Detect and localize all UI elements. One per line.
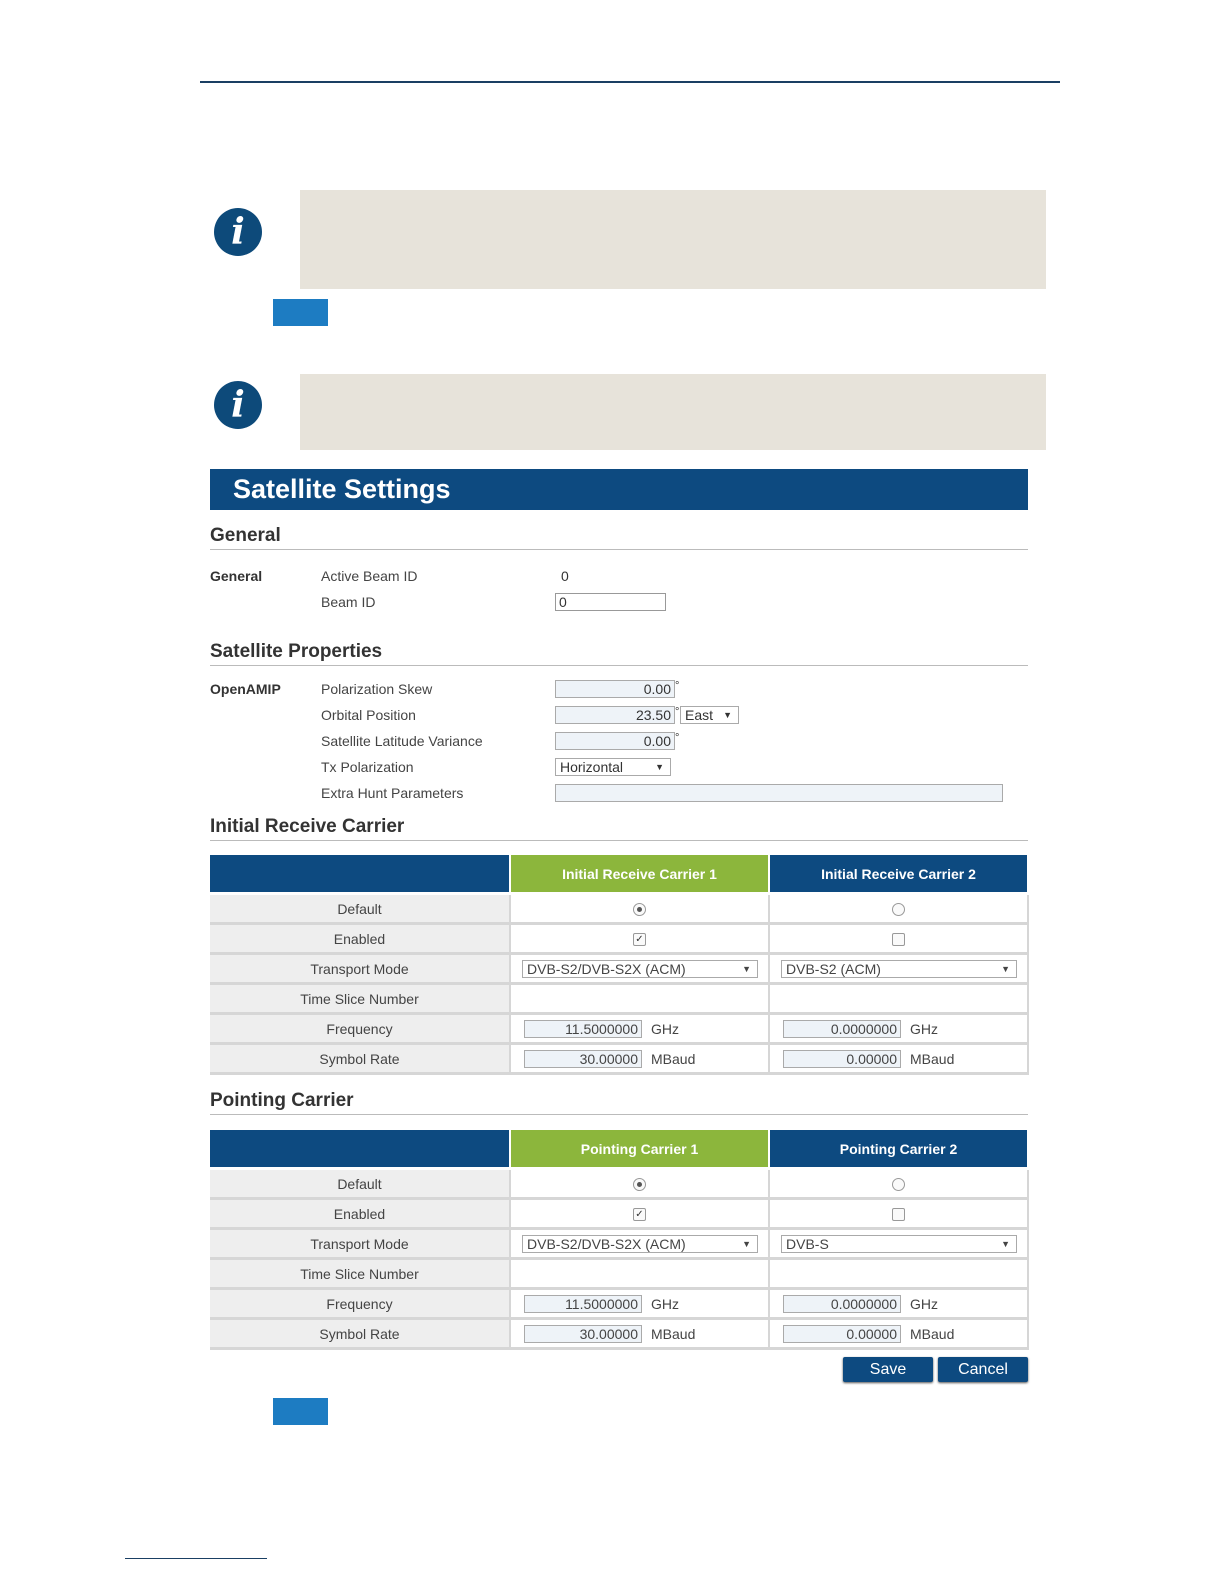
column-header: Initial Receive Carrier 1 bbox=[510, 855, 769, 894]
symbol-rate-input[interactable]: 0.00000 bbox=[783, 1050, 901, 1068]
row-label: Frequency bbox=[210, 1014, 510, 1044]
enabled-checkbox[interactable] bbox=[892, 1208, 905, 1221]
group-label-openamip: OpenAMIP bbox=[210, 681, 281, 697]
info-icon: i bbox=[214, 381, 262, 429]
table-row bbox=[210, 1199, 1028, 1229]
orbital-position-input[interactable]: 23.50 bbox=[555, 706, 675, 724]
cancel-button[interactable]: Cancel bbox=[938, 1357, 1028, 1382]
extra-hunt-label: Extra Hunt Parameters bbox=[321, 785, 464, 801]
initial-receive-carrier-table bbox=[210, 855, 1029, 1075]
row-label: Transport Mode bbox=[210, 1229, 510, 1259]
extra-hunt-input[interactable] bbox=[555, 784, 1003, 802]
section-pointing-carrier: Pointing Carrier bbox=[210, 1090, 1028, 1115]
transport-mode-select[interactable] bbox=[781, 960, 1017, 978]
header-blank bbox=[210, 855, 510, 894]
time-slice-cell bbox=[769, 984, 1028, 1014]
section-satellite-properties: Satellite Properties bbox=[210, 641, 1028, 666]
table-row bbox=[210, 1259, 1028, 1289]
degree-symbol: ° bbox=[675, 706, 680, 718]
column-header: Pointing Carrier 2 bbox=[769, 1130, 1028, 1169]
table-row bbox=[210, 1044, 1028, 1074]
degree-symbol: ° bbox=[675, 732, 680, 744]
dropdown-arrow-icon: ▼ bbox=[742, 964, 751, 974]
degree-symbol: ° bbox=[675, 680, 680, 692]
footer-rule bbox=[125, 1558, 267, 1559]
table-row bbox=[210, 924, 1028, 954]
enabled-checkbox[interactable]: ✓ bbox=[633, 1208, 646, 1221]
beam-id-label: Beam ID bbox=[321, 594, 376, 610]
table-header bbox=[210, 855, 1028, 894]
default-radio[interactable] bbox=[633, 1178, 646, 1191]
dropdown-arrow-icon: ▼ bbox=[1001, 964, 1010, 974]
table-row bbox=[210, 954, 1028, 984]
frequency-input[interactable]: 0.0000000 bbox=[783, 1295, 901, 1313]
header-blank bbox=[210, 1130, 510, 1169]
unit-label: GHz bbox=[910, 1021, 938, 1037]
group-label-general: General bbox=[210, 568, 263, 584]
row-label: Symbol Rate bbox=[210, 1044, 510, 1074]
table-row bbox=[210, 1014, 1028, 1044]
row-label: Frequency bbox=[210, 1289, 510, 1319]
polarization-skew-input[interactable]: 0.00 bbox=[555, 680, 675, 698]
beam-id-input[interactable]: 0 bbox=[555, 593, 666, 611]
transport-mode-value: DVB-S2/DVB-S2X (ACM) bbox=[527, 1236, 686, 1252]
table-row bbox=[210, 1169, 1028, 1199]
dropdown-arrow-icon: ▼ bbox=[655, 762, 664, 772]
unit-label: MBaud bbox=[910, 1326, 955, 1342]
frequency-input[interactable]: 0.0000000 bbox=[783, 1020, 901, 1038]
dropdown-arrow-icon: ▼ bbox=[742, 1239, 751, 1249]
transport-mode-value: DVB-S2 (ACM) bbox=[786, 961, 881, 977]
time-slice-cell bbox=[510, 984, 769, 1014]
pointing-carrier-table bbox=[210, 1130, 1029, 1350]
table-row bbox=[210, 894, 1028, 924]
default-radio[interactable] bbox=[633, 903, 646, 916]
unit-label: GHz bbox=[910, 1296, 938, 1312]
info-icon: i bbox=[214, 208, 262, 256]
row-label: Time Slice Number bbox=[210, 984, 510, 1014]
active-beam-value: 0 bbox=[561, 568, 569, 584]
symbol-rate-input[interactable]: 30.00000 bbox=[524, 1050, 642, 1068]
note-box bbox=[300, 374, 1046, 450]
header-rule bbox=[200, 81, 1060, 83]
unit-label: MBaud bbox=[651, 1051, 696, 1067]
orbital-direction-select[interactable] bbox=[680, 706, 739, 724]
dropdown-arrow-icon: ▼ bbox=[1001, 1239, 1010, 1249]
enabled-checkbox[interactable] bbox=[892, 933, 905, 946]
row-label: Time Slice Number bbox=[210, 1259, 510, 1289]
table-row bbox=[210, 1319, 1028, 1349]
column-header: Pointing Carrier 1 bbox=[510, 1130, 769, 1169]
frequency-input[interactable]: 11.5000000 bbox=[524, 1295, 642, 1313]
polarization-skew-label: Polarization Skew bbox=[321, 681, 433, 697]
tx-polarization-select[interactable] bbox=[555, 758, 671, 776]
default-radio[interactable] bbox=[892, 1178, 905, 1191]
unit-label: MBaud bbox=[910, 1051, 955, 1067]
step-marker bbox=[273, 299, 328, 326]
row-label: Default bbox=[210, 894, 510, 924]
row-label: Symbol Rate bbox=[210, 1319, 510, 1349]
latitude-variance-input[interactable]: 0.00 bbox=[555, 732, 675, 750]
note-box bbox=[300, 190, 1046, 289]
page-title: Satellite Settings bbox=[210, 469, 1028, 510]
symbol-rate-input[interactable]: 0.00000 bbox=[783, 1325, 901, 1343]
enabled-checkbox[interactable]: ✓ bbox=[633, 933, 646, 946]
transport-mode-value: DVB-S bbox=[786, 1236, 829, 1252]
transport-mode-value: DVB-S2/DVB-S2X (ACM) bbox=[527, 961, 686, 977]
step-marker bbox=[273, 1398, 328, 1425]
symbol-rate-input[interactable]: 30.00000 bbox=[524, 1325, 642, 1343]
table-row bbox=[210, 1229, 1028, 1259]
time-slice-cell bbox=[510, 1259, 769, 1289]
unit-label: GHz bbox=[651, 1296, 679, 1312]
orbital-direction-value: East bbox=[685, 707, 714, 723]
unit-label: MBaud bbox=[651, 1326, 696, 1342]
transport-mode-select[interactable] bbox=[522, 1235, 758, 1253]
frequency-input[interactable]: 11.5000000 bbox=[524, 1020, 642, 1038]
active-beam-label: Active Beam ID bbox=[321, 568, 418, 584]
transport-mode-select[interactable] bbox=[522, 960, 758, 978]
transport-mode-select[interactable] bbox=[781, 1235, 1017, 1253]
table-row bbox=[210, 984, 1028, 1014]
row-label: Enabled bbox=[210, 924, 510, 954]
table-row bbox=[210, 1289, 1028, 1319]
unit-label: GHz bbox=[651, 1021, 679, 1037]
column-header: Initial Receive Carrier 2 bbox=[769, 855, 1028, 894]
tx-polarization-value: Horizontal bbox=[560, 759, 624, 775]
row-label: Transport Mode bbox=[210, 954, 510, 984]
save-button[interactable]: Save bbox=[843, 1357, 933, 1382]
tx-polarization-label: Tx Polarization bbox=[321, 759, 414, 775]
section-general: General bbox=[210, 525, 1028, 550]
table-header bbox=[210, 1130, 1028, 1169]
row-label: Enabled bbox=[210, 1199, 510, 1229]
section-initial-receive-carrier: Initial Receive Carrier bbox=[210, 816, 1028, 841]
default-radio[interactable] bbox=[892, 903, 905, 916]
orbital-position-label: Orbital Position bbox=[321, 707, 416, 723]
latitude-variance-label: Satellite Latitude Variance bbox=[321, 733, 483, 749]
row-label: Default bbox=[210, 1169, 510, 1199]
dropdown-arrow-icon: ▼ bbox=[723, 710, 732, 720]
time-slice-cell bbox=[769, 1259, 1028, 1289]
